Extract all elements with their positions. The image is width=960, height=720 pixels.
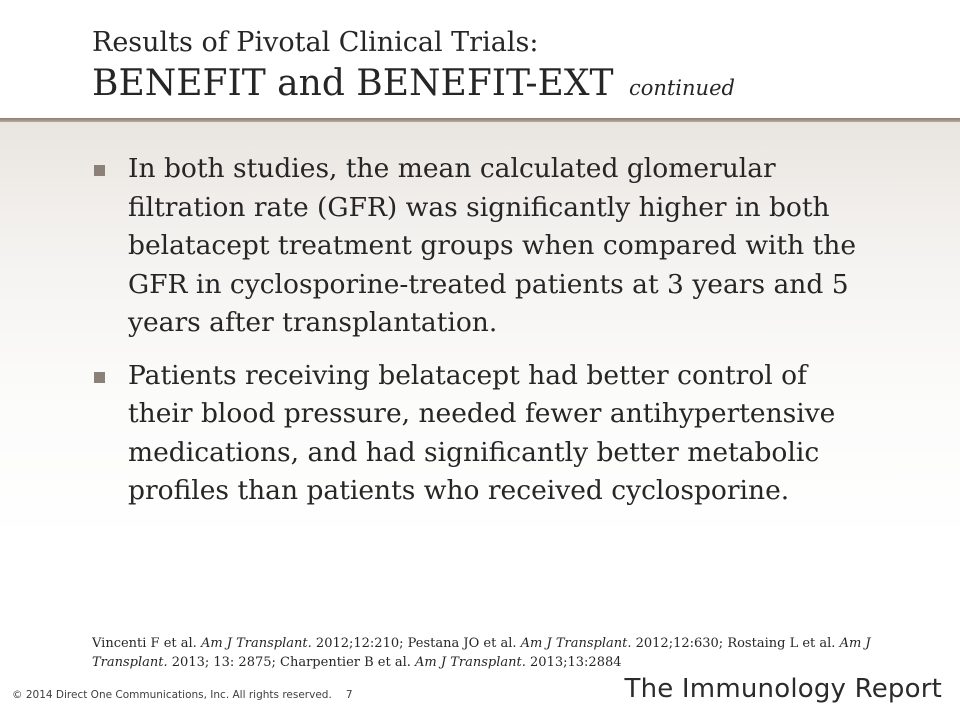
bullet-item xyxy=(92,150,872,343)
ref-authors: Vincenti F et al. xyxy=(92,636,197,651)
slide-title-suffix: continued xyxy=(628,76,735,100)
brand-logo-text: The Immunology Report xyxy=(624,674,942,704)
slide-header xyxy=(0,0,960,118)
bullet-text: Patients receiving belatacept had better control of their blood pressure, needed fewer antihypertensive medications, and had significantly better metabolic profiles than patients who received cyclosporine. xyxy=(128,359,836,506)
ref-citation: 2012;12:210; Pestana JO et al. xyxy=(315,636,517,651)
references xyxy=(92,634,882,672)
slide-title-line1: Results of Pivotal Clinical Trials: xyxy=(92,27,539,58)
ref-journal: Am J Transplant. xyxy=(200,636,312,651)
ref-journal: Am J Transplant. xyxy=(415,655,526,670)
ref-citation: 2012;12:630; Rostaing L et al. xyxy=(635,636,836,651)
ref-citation: 2013;13:2884 xyxy=(530,655,622,670)
bullet-item xyxy=(92,357,872,511)
ref-journal: Am J Transplant. xyxy=(92,636,871,670)
bullet-text: In both studies, the mean calculated glomerular filtration rate (GFR) was significantly higher in both belatacept treatment groups when compared with the GFR in cyclosporine-treated patients at 3 years and 5 years after transplantation. xyxy=(128,153,857,338)
footer-copyright xyxy=(12,689,353,701)
copyright-text: © 2014 Direct One Communications, Inc. All rights reserved. xyxy=(12,689,332,701)
bullet-list xyxy=(92,150,872,525)
square-bullet-icon xyxy=(94,372,105,383)
slide-title-line2 xyxy=(92,62,735,110)
ref-journal: Am J Transplant. xyxy=(520,636,632,651)
square-bullet-icon xyxy=(94,165,105,176)
page-number: 7 xyxy=(345,689,353,701)
slide-title-main: BENEFIT and BENEFIT-EXT xyxy=(92,63,614,104)
ref-citation: 2013; 13: 2875; Charpentier B et al. xyxy=(171,655,411,670)
